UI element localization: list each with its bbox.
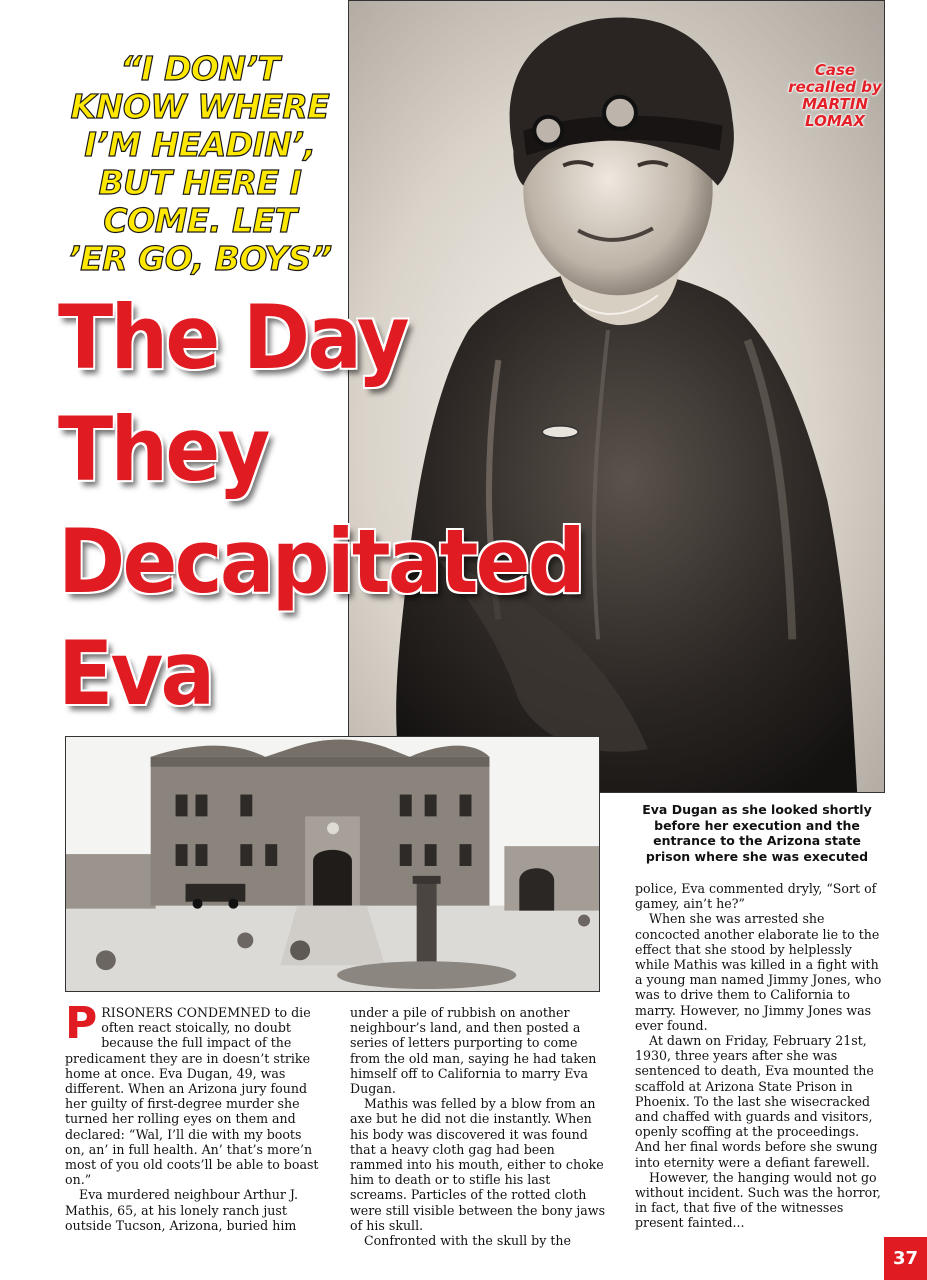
credit-line: LOMAX	[805, 112, 865, 130]
article-paragraph: Mathis was felled by a blow from an axe but he did not die instantly. When his body was discovered it was found that a heavy cloth gag had been rammed into his mouth, either to choke him to death or to stifle his last screams. Particles of the rotted cloth were still visible between the bony jaws of his skull.	[350, 1096, 606, 1233]
article-paragraph: At dawn on Friday, February 21st, 1930, three years after she was sentenced to death, Eva mounted the scaffold at Arizona State Prison in Phoenix. To the last she wisecracked and chaffed with guards and visitors, openly scoffing at the proceedings. And her final words before she swung into eternity were a defiant farewell.	[635, 1033, 878, 1170]
quote-line: “I DON’T	[120, 49, 280, 88]
article-paragraph: Eva murdered neighbour Arthur J. Mathis, 65, at his lonely ranch just outside Tucson, Arizona, buried him	[65, 1187, 298, 1233]
article-paragraph: However, the hanging would not go without incident. Such was the horror, in fact, that five of the witnesses present fainted...	[635, 1169, 881, 1231]
article-paragraph: When she was arrested she concocted another elaborate lie to the effect that she stood by helplessly while Mathis was killed in a fight with a young man named Jimmy Jones, who was to drive them to California to marry. However, no Jimmy Jones was ever found.	[635, 911, 882, 1033]
article-paragraph: Confronted with the skull by the	[364, 1233, 571, 1249]
headline-line: Eva	[58, 622, 213, 725]
prison-photo	[65, 736, 600, 992]
article-column-3	[635, 881, 887, 1231]
credit-line: recalled by	[788, 78, 882, 96]
quote-line: I’M HEADIN’,	[84, 125, 316, 164]
credit-line: Case	[814, 61, 856, 79]
author-credit	[780, 62, 890, 130]
headline-line: Decapitated	[58, 510, 583, 613]
prison-illustration	[66, 737, 599, 991]
photo-caption: Eva Dugan as she looked shortly before her execution and the entrance to the Arizona state prison where she was executed	[642, 802, 872, 864]
drop-cap: P	[65, 998, 98, 1049]
pull-quote	[60, 50, 340, 278]
article-paragraph: police, Eva commented dryly, “Sort of gamey, ain’t he?”	[635, 881, 877, 912]
quote-line: COME. LET	[103, 201, 297, 240]
article-column-2	[350, 1005, 607, 1248]
headline	[58, 282, 610, 730]
article-column-1	[65, 998, 322, 1233]
page-number: 37	[884, 1237, 927, 1280]
headline-line: The Day	[58, 286, 407, 389]
credit-line: MARTIN	[802, 95, 868, 113]
article-paragraph: under a pile of rubbish on another neighbour’s land, and then posted a series of letters purporting to come from the old man, saying he had taken himself off to California to marry Eva Dugan.	[350, 1005, 597, 1097]
quote-line: KNOW WHERE	[70, 87, 330, 126]
headline-line: They	[58, 398, 268, 501]
article-paragraph	[65, 998, 322, 1188]
paragraph-text: RISONERS CONDEMNED to die often react stoically, no doubt because the full impact of the predicament they are in doesn’t strike home at once. Eva Dugan, 49, was different. When an Arizona jury found her guilty of first-degree murder she turned her rolling eyes on them and declared: “Wal, I’ll die with my boots on, an’ in full health. An’ that’s more’n most of you old coots’ll be able to boast on.”	[65, 1005, 319, 1188]
quote-line: BUT HERE I	[98, 163, 302, 202]
quote-line: ’ER GO, BOYS”	[68, 239, 332, 278]
